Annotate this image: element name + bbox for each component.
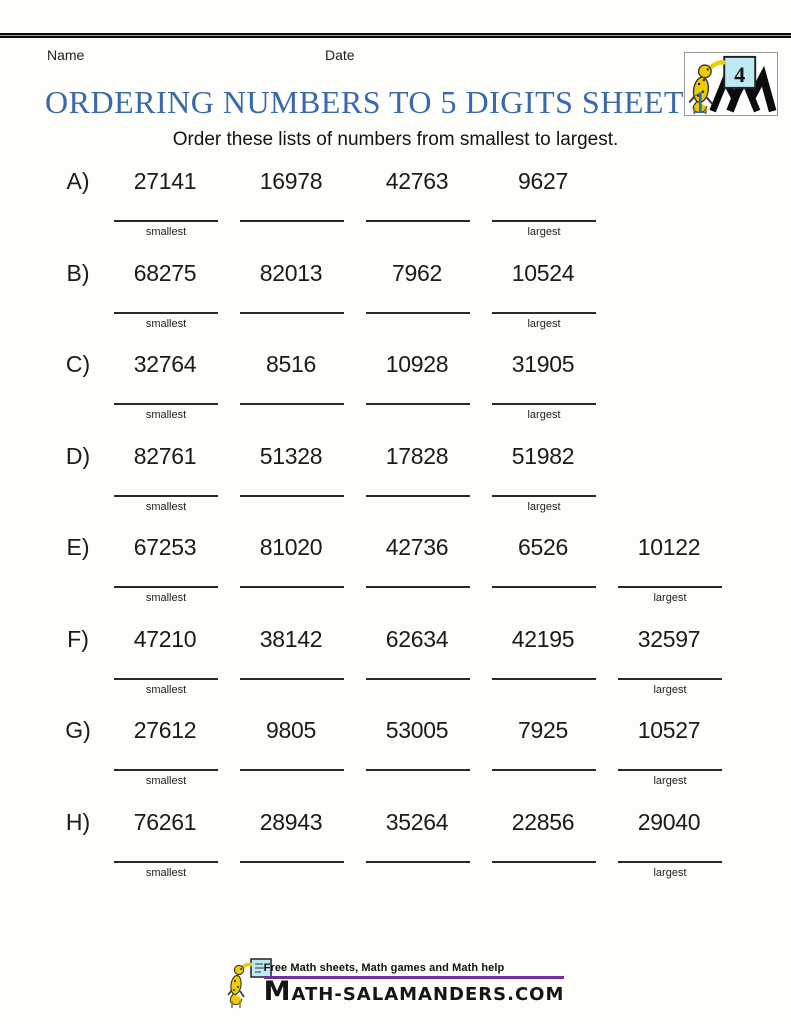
number-value: 51982 bbox=[511, 443, 575, 469]
answer-blank bbox=[114, 312, 218, 314]
problem-row-d bbox=[0, 443, 791, 521]
answer-blank bbox=[366, 220, 470, 222]
smallest-label: smallest bbox=[145, 318, 187, 330]
number-value: 8516 bbox=[266, 351, 316, 377]
largest-label: largest bbox=[527, 501, 561, 513]
problem-row-b bbox=[0, 260, 791, 338]
answer-blank bbox=[618, 678, 722, 680]
footer-site-name: MATH-SALAMANDERS.COM bbox=[263, 976, 565, 1007]
answer-blank bbox=[492, 678, 596, 680]
number-value: 10928 bbox=[385, 351, 449, 377]
answer-blank bbox=[240, 678, 344, 680]
problem-row-e bbox=[0, 534, 791, 612]
page-title: ORDERING NUMBERS TO 5 DIGITS SHEET 1 bbox=[45, 84, 709, 120]
smallest-label: smallest bbox=[145, 501, 187, 513]
smallest-label: smallest bbox=[145, 684, 187, 696]
answer-blank bbox=[618, 861, 722, 863]
answer-blank bbox=[114, 769, 218, 771]
problem-row-f bbox=[0, 626, 791, 704]
number-value: 10524 bbox=[511, 260, 575, 286]
row-letter: F) bbox=[67, 626, 89, 652]
number-value: 68275 bbox=[133, 260, 197, 286]
row-letter: H) bbox=[65, 809, 91, 835]
answer-blank bbox=[240, 769, 344, 771]
number-value: 42195 bbox=[511, 626, 575, 652]
answer-blank bbox=[114, 586, 218, 588]
largest-label: largest bbox=[527, 318, 561, 330]
problem-row-a bbox=[0, 168, 791, 246]
answer-blank bbox=[492, 403, 596, 405]
number-value: 31905 bbox=[511, 351, 575, 377]
number-value: 81020 bbox=[259, 534, 323, 560]
answer-blank bbox=[366, 495, 470, 497]
instruction-text: Order these lists of numbers from smallest to largest. bbox=[172, 129, 619, 150]
answer-blank bbox=[366, 403, 470, 405]
date-label: Date bbox=[325, 47, 355, 63]
number-value: 17828 bbox=[385, 443, 449, 469]
answer-blank bbox=[240, 312, 344, 314]
answer-blank bbox=[366, 769, 470, 771]
smallest-label: smallest bbox=[145, 226, 187, 238]
number-value: 22856 bbox=[511, 809, 575, 835]
number-value: 38142 bbox=[259, 626, 323, 652]
footer-divider bbox=[264, 976, 565, 979]
answer-blank bbox=[366, 861, 470, 863]
number-value: 9805 bbox=[266, 717, 316, 743]
number-value: 29040 bbox=[637, 809, 701, 835]
number-value: 16978 bbox=[259, 168, 323, 194]
answer-blank bbox=[114, 495, 218, 497]
answer-blank bbox=[240, 495, 344, 497]
answer-blank bbox=[240, 403, 344, 405]
footer-branding bbox=[0, 957, 791, 1011]
answer-blank bbox=[492, 495, 596, 497]
answer-blank bbox=[114, 678, 218, 680]
number-value: 42763 bbox=[385, 168, 449, 194]
smallest-label: smallest bbox=[145, 592, 187, 604]
answer-blank bbox=[240, 586, 344, 588]
name-label: Name bbox=[47, 47, 85, 63]
row-letter: G) bbox=[65, 717, 91, 743]
answer-blank bbox=[618, 586, 722, 588]
answer-blank bbox=[366, 678, 470, 680]
answer-blank bbox=[240, 220, 344, 222]
number-value: 67253 bbox=[133, 534, 197, 560]
number-value: 6526 bbox=[518, 534, 568, 560]
number-value: 51328 bbox=[259, 443, 323, 469]
number-value: 32597 bbox=[637, 626, 701, 652]
answer-blank bbox=[114, 403, 218, 405]
answer-blank bbox=[366, 586, 470, 588]
answer-blank bbox=[240, 861, 344, 863]
number-value: 27612 bbox=[133, 717, 197, 743]
largest-label: largest bbox=[653, 592, 687, 604]
answer-blank bbox=[366, 312, 470, 314]
largest-label: largest bbox=[653, 867, 687, 879]
footer-text-block bbox=[264, 957, 565, 1007]
number-value: 82761 bbox=[133, 443, 197, 469]
smallest-label: smallest bbox=[145, 775, 187, 787]
number-value: 62634 bbox=[385, 626, 449, 652]
logo-grade-number: 4 bbox=[734, 62, 746, 88]
row-letter: B) bbox=[66, 260, 90, 286]
largest-label: largest bbox=[527, 226, 561, 238]
row-letter: D) bbox=[65, 443, 91, 469]
answer-blank bbox=[114, 861, 218, 863]
largest-label: largest bbox=[653, 775, 687, 787]
answer-blank bbox=[492, 769, 596, 771]
number-value: 42736 bbox=[385, 534, 449, 560]
number-value: 9627 bbox=[518, 168, 568, 194]
number-value: 7962 bbox=[392, 260, 442, 286]
number-value: 76261 bbox=[133, 809, 197, 835]
answer-blank bbox=[492, 220, 596, 222]
number-value: 10527 bbox=[637, 717, 701, 743]
largest-label: largest bbox=[653, 684, 687, 696]
number-value: 28943 bbox=[259, 809, 323, 835]
number-value: 7925 bbox=[518, 717, 568, 743]
number-value: 10122 bbox=[637, 534, 701, 560]
number-value: 27141 bbox=[133, 168, 197, 194]
number-value: 82013 bbox=[259, 260, 323, 286]
largest-label: largest bbox=[527, 409, 561, 421]
top-border-line bbox=[0, 33, 791, 38]
number-value: 53005 bbox=[385, 717, 449, 743]
footer-tagline: Free Math sheets, Math games and Math help bbox=[263, 962, 505, 974]
number-value: 47210 bbox=[133, 626, 197, 652]
problem-row-c bbox=[0, 351, 791, 429]
number-value: 32764 bbox=[133, 351, 197, 377]
answer-blank bbox=[492, 312, 596, 314]
row-letter: E) bbox=[66, 534, 90, 560]
row-letter: A) bbox=[66, 168, 90, 194]
number-value: 35264 bbox=[385, 809, 449, 835]
row-letter: C) bbox=[65, 351, 91, 377]
smallest-label: smallest bbox=[145, 867, 187, 879]
answer-blank bbox=[114, 220, 218, 222]
problem-row-g bbox=[0, 717, 791, 795]
answer-blank bbox=[492, 586, 596, 588]
answer-blank bbox=[492, 861, 596, 863]
problem-row-h bbox=[0, 809, 791, 887]
answer-blank bbox=[618, 769, 722, 771]
smallest-label: smallest bbox=[145, 409, 187, 421]
